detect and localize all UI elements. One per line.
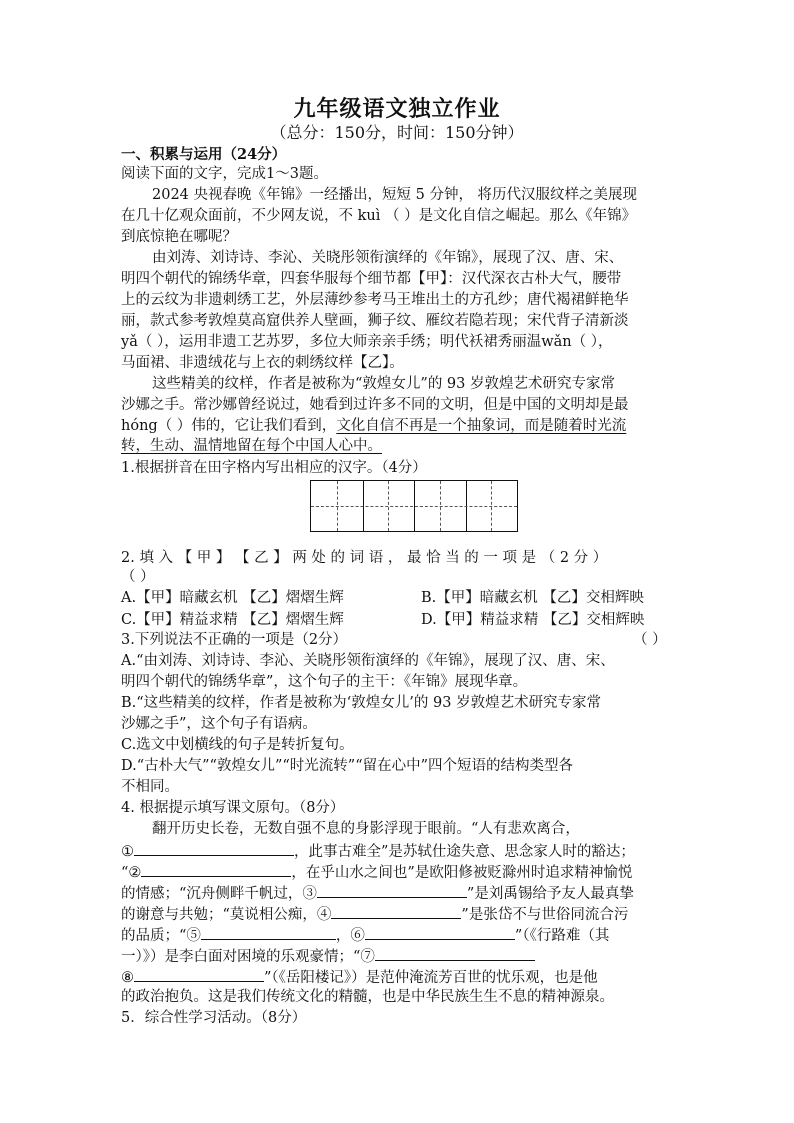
passage-line: 这些精美的纹样，作者是被称为“敦煌女儿”的 93 岁敦煌艺术研究专家常 (152, 376, 615, 392)
passage-line: 到底惊艳在哪呢？ (121, 229, 237, 245)
passage-line: 在几十亿观众面前，不少网友说，不 kuì （ ）是文化自信之崛起。那么《年锦》 (121, 208, 637, 224)
fill-blank[interactable] (365, 925, 515, 940)
q3-line: 沙娜之手”，这个句子有语病。 (121, 716, 317, 732)
q4-line: 翻开历史长卷，无数自强不息的身影浮现于眼前。“人有悲欢离合， (152, 821, 580, 837)
underlined-sentence: 转，生动、温情地留在每个中国人心中。 (121, 438, 382, 454)
passage-line: 丽，款式参考敦煌莫高窟供养人壁画，狮子纹、雁纹若隐若现；宋代背子清新淡 (121, 313, 629, 329)
passage-line: yǎ（ ），运用非遗工艺苏罗，多位大师亲亲手绣；明代袄裙秀丽温wǎn（ ）， (121, 334, 613, 350)
q3-line: B.“这些精美的纹样，作者是被称为‘敦煌女儿’的 93 岁敦煌艺术研究专家常 (121, 695, 602, 711)
fill-blank[interactable] (201, 925, 336, 940)
q4-line: “② ，在乎山水之间也”是欧阳修被贬滁州时追求精神愉悦 (121, 862, 681, 882)
question-4: 4. 根据提示填写课文原句。（8分） (121, 800, 345, 816)
question-5: 5．综合性学习活动。（8分） (121, 1010, 307, 1026)
q4-line: 的品质；“⑤ ，⑥ ”（《行路难（其 (121, 925, 681, 945)
q3-line: A.“由刘涛、刘诗诗、李沁、关晓彤领衔演绎的《年锦》，展现了汉、唐、宋、 (121, 653, 615, 669)
passage-line: 上的云纹为非遗刺绣工艺，外层薄纱参考马王堆出土的方孔纱；唐代褐裙鲜艳华 (121, 292, 629, 308)
section-intro: 阅读下面的文字，完成1～3题。 (121, 166, 328, 182)
passage-line: 2024 央视春晚《年锦》一经播出，短短 5 分钟， 将历代汉服纹样之美展现 (152, 187, 638, 203)
fill-blank[interactable] (134, 841, 294, 856)
answer-paren[interactable]: （ ） (633, 632, 667, 648)
q3-line: C.选文中划横线的句子是转折复句。 (121, 737, 354, 753)
q4-line: ① ，此事古难全”是苏轼仕途失意、思念家人时的豁达； (121, 841, 681, 861)
passage-line: 马面裙、非遗绒花与上衣的刺绣纹样【乙】。 (121, 355, 404, 371)
q4-line: 一）》）是李白面对困境的乐观豪情；“⑦ (121, 946, 681, 966)
section-heading: 一、积累与运用（24分） (121, 146, 287, 163)
option-d[interactable]: D.【甲】精益求精 【乙】交相辉映 (421, 612, 645, 628)
question-2: 2. 填 入 【 甲 】 【 乙 】 两 处 的 词 语 ， 最 恰 当 的 一 项 是 （ 2 分 ） (121, 550, 608, 566)
answer-paren[interactable]: （ ） (121, 569, 155, 585)
fill-blank[interactable] (317, 883, 467, 898)
passage-line: 由刘涛、刘诗诗、李沁、关晓彤领衔演绎的《年锦》，展现了汉、唐、宋、 (152, 250, 624, 266)
fill-blank[interactable] (375, 946, 535, 961)
option-c[interactable]: C.【甲】精益求精 【乙】熠熠生辉 (121, 612, 344, 628)
page-subtitle: （总分：150分，时间：150分钟） (270, 123, 524, 142)
q3-line: D.“古朴大气”“敦煌女儿”“时光流转”“留在心中”四个短语的结构类型各 (121, 758, 574, 774)
q4-line: 的情感；“沉舟侧畔千帆过，③ ”是刘禹锡给予友人最真挚 (121, 883, 681, 903)
passage-line: 沙娜之手。常沙娜曾经说过，她看到过许多不同的文明，但是中国的文明却是最 (121, 397, 629, 413)
passage-line (121, 417, 681, 435)
q3-line: 不相同。 (121, 779, 179, 795)
passage-line: 明四个朝代的锦绣华章，四套华服每个细节都【甲】：汉代深衣古朴大气，腰带 (121, 271, 622, 287)
option-a[interactable]: A.【甲】暗藏玄机 【乙】熠熠生辉 (121, 590, 344, 606)
option-b[interactable]: B.【甲】暗藏玄机 【乙】交相辉映 (421, 590, 644, 606)
question-1: 1.根据拼音在田字格内写出相应的汉字。（4分） (121, 460, 427, 476)
q3-line: 明四个朝代的锦绣华章”，这个句子的主干：《年锦》展现华章。 (121, 674, 528, 690)
q4-line: ⑧ ”（《岳阳楼记》）是范仲淹流芳百世的忧乐观，也是他 (121, 967, 681, 987)
q4-line: 的政治抱负。这是我们传统文化的精髓，也是中华民族生生不息的精神源泉。 (121, 989, 614, 1005)
q4-line: 的谢意与共勉；“莫说相公痴，④ ”是张岱不与世俗同流合污 (121, 904, 681, 924)
fill-blank[interactable] (331, 904, 461, 919)
page-title: 九年级语文独立作业 (293, 96, 501, 122)
passage-text: hóng（ ）伟的，它让我们看到， (121, 418, 337, 434)
question-3: 3.下列说法不正确的一项是（2分） (121, 632, 348, 648)
fill-blank[interactable] (134, 967, 264, 982)
fill-blank[interactable] (141, 862, 291, 877)
underlined-sentence: 文化自信不再是一个抽象词，而是随着时光流 (336, 418, 627, 434)
tianzige-grid[interactable] (310, 480, 518, 532)
